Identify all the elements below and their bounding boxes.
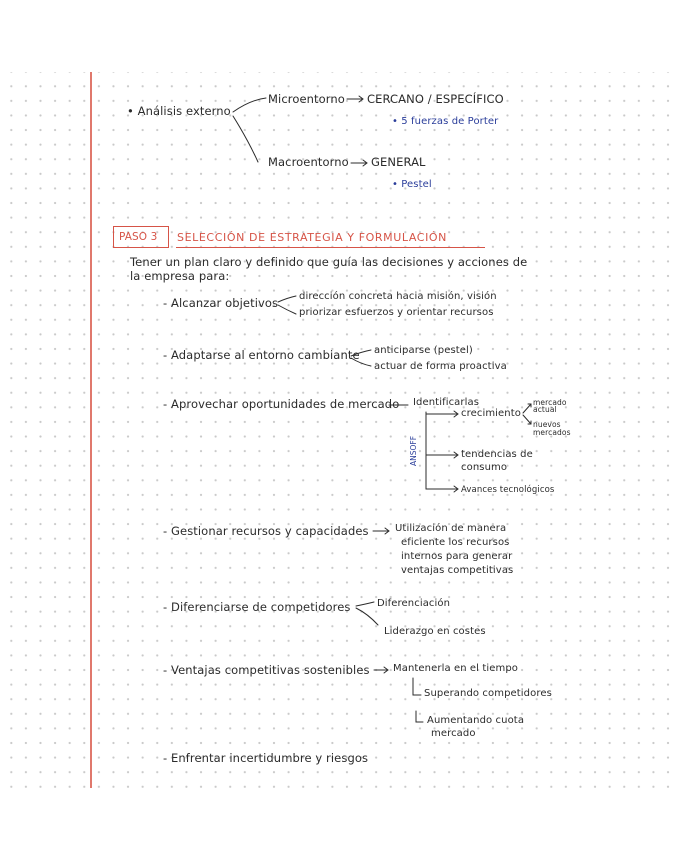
nuevos-mercados-arrow [523, 415, 531, 424]
mercado-actual-line-1: mercado [533, 398, 567, 407]
aumentando-line-1: Aumentando cuota [427, 715, 525, 726]
intro-line-2: la empresa para: [130, 269, 230, 283]
microentorno-result: CERCANO / ESPECÍFICO [367, 92, 504, 106]
entorno-label: - Adaptarse al entorno cambiante [163, 348, 360, 362]
diferenciarse-branch-bottom [356, 608, 378, 625]
nuevos-mercados-line-2: mercados [533, 428, 571, 437]
micro-arrow [347, 96, 363, 102]
objetivos-label: - Alcanzar objetivos [163, 296, 279, 310]
avances-label: Avances tecnológicos [461, 485, 555, 495]
ventajas-arrow [374, 667, 388, 673]
microentorno-note: • 5 fuerzas de Porter [392, 116, 499, 127]
recursos-arrow [373, 528, 389, 534]
tendencias-arrow [426, 452, 458, 458]
mercado-actual-arrow [523, 404, 531, 413]
objetivos-branch-top [278, 296, 296, 302]
objetivos-branch-2: priorizar esfuerzos y orientar recursos [299, 307, 494, 318]
nuevos-mercados-line-1: nuevos [533, 420, 561, 429]
paso-title-underline [176, 247, 485, 248]
mercado-actual-line-2: actual [533, 405, 557, 414]
recursos-line-1: Utilización de manera [395, 523, 507, 534]
superando-bracket [413, 678, 421, 695]
entorno-branch-1: anticiparse (pestel) [374, 345, 473, 356]
micro-branch-line [233, 98, 266, 112]
recursos-label: - Gestionar recursos y capacidades [163, 524, 369, 538]
paso-title: SELECCIÓN DE ESTRATEGIA Y FORMULACIÓN [177, 231, 448, 244]
objetivos-branch-1: dirección concreta hacia misión, visión [299, 291, 497, 302]
ansoff-label: ANSOFF [409, 435, 418, 466]
incertidumbre-label: - Enfrentar incertidumbre y riesgos [163, 751, 369, 765]
avances-arrow [426, 486, 458, 492]
identificarlas-label: Identificarlas [413, 397, 480, 408]
recursos-line-4: ventajas competitivas [401, 565, 514, 576]
macroentorno-label: Macroentorno [268, 155, 349, 169]
diferenciarse-branch-top [356, 602, 374, 606]
aumentando-line-2: mercado [431, 728, 476, 739]
paso-label: PASO 3 [119, 231, 158, 243]
aumentando-bracket [416, 711, 423, 722]
macro-branch-line [233, 116, 258, 162]
recursos-line-3: internos para generar [401, 551, 513, 562]
oportunidades-label: - Aprovechar oportunidades de mercado [163, 397, 400, 411]
macroentorno-result: GENERAL [371, 155, 426, 169]
mantenerla-label: Mantenerla en el tiempo [393, 663, 518, 674]
tendencias-line-2: consumo [461, 462, 508, 473]
crecimiento-arrow [426, 411, 458, 417]
analisis-externo-title: • Análisis externo [127, 104, 231, 118]
tendencias-line-1: tendencias de [461, 449, 533, 460]
entorno-branch-2: actuar de forma proactiva [374, 361, 507, 372]
intro-line-1: Tener un plan claro y definido que guía las decisiones y acciones de [130, 255, 528, 269]
microentorno-label: Microentorno [268, 92, 345, 106]
objetivos-branch-bottom [278, 305, 296, 314]
macro-arrow [351, 160, 367, 166]
recursos-line-2: eficiente los recursos [401, 537, 510, 548]
macroentorno-note: • Pestel [392, 179, 432, 190]
diferenciarse-label: - Diferenciarse de competidores [163, 600, 351, 614]
diferenciacion-label: Diferenciación [377, 598, 451, 609]
liderazgo-costes-label: Liderazgo en costes [384, 626, 486, 637]
superando-label: Superando competidores [424, 688, 552, 699]
ventajas-label: - Ventajas competitivas sostenibles [163, 663, 370, 677]
crecimiento-label: crecimiento [461, 408, 521, 419]
